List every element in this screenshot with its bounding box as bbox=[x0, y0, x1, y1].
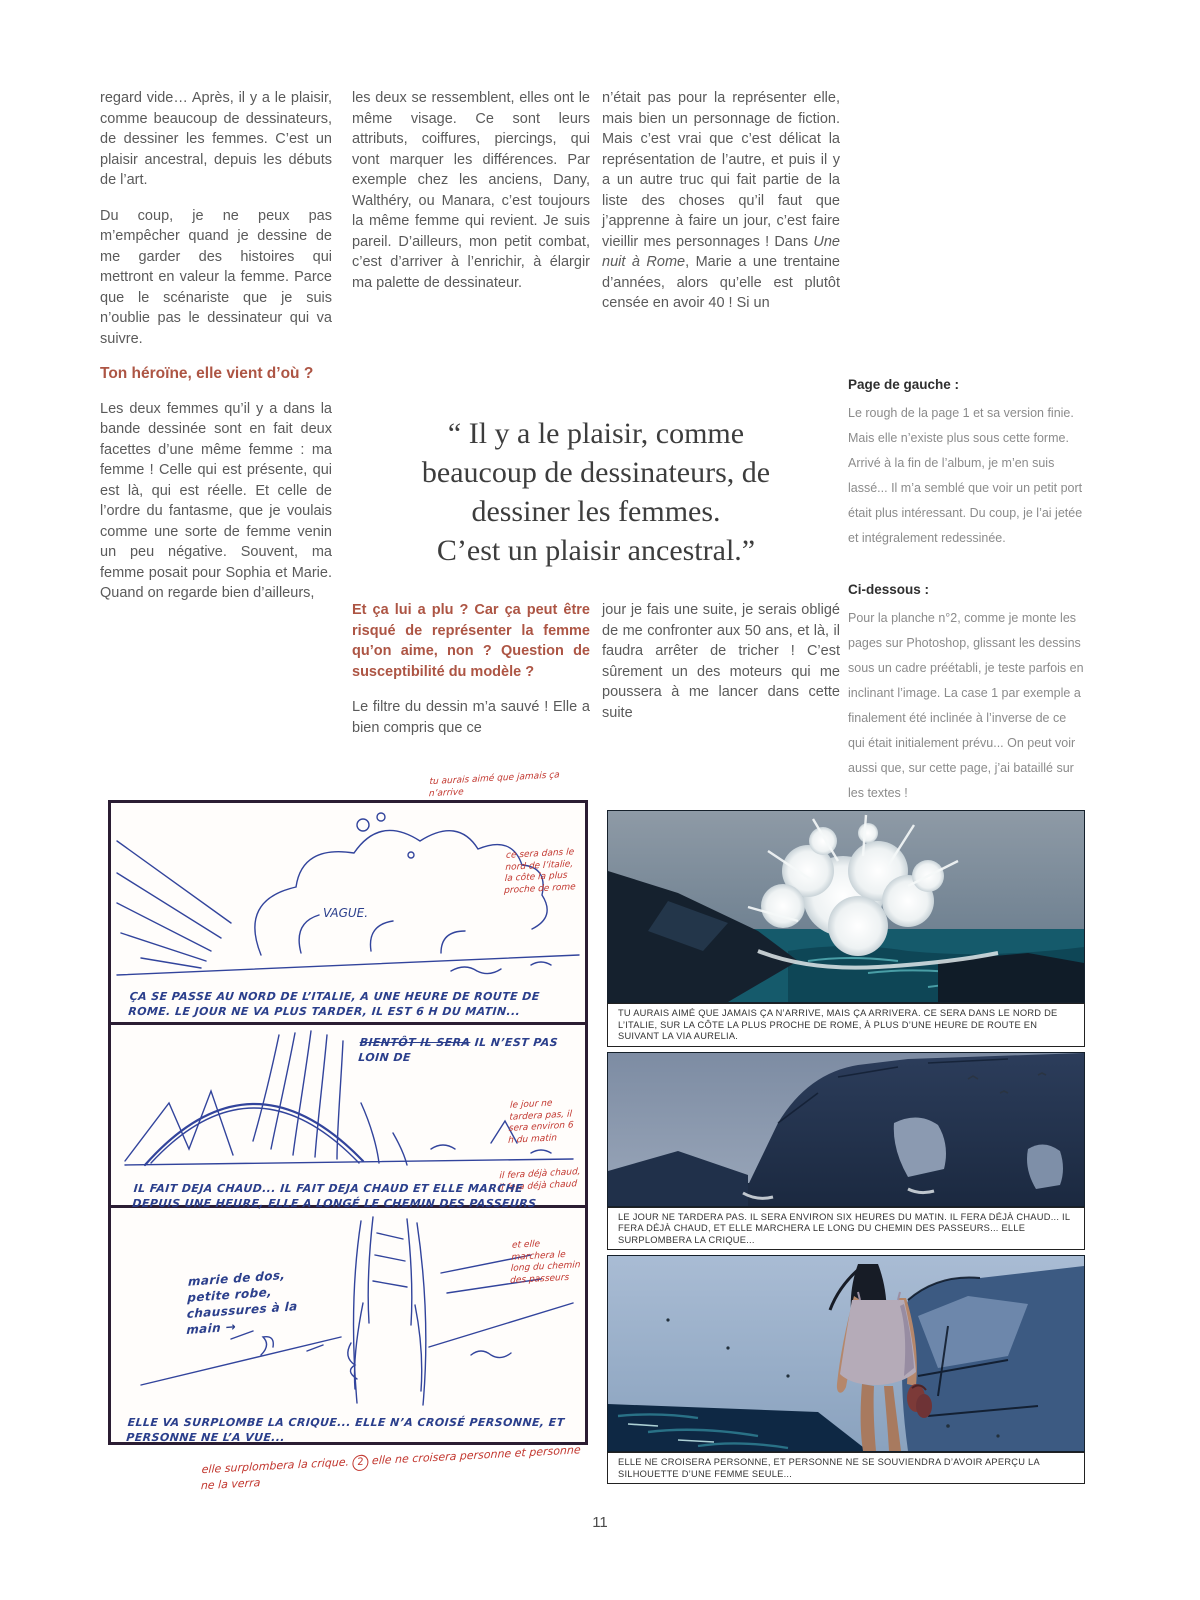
red-annotation-panel1: ce sera dans le nord de l’italie, la côte la plus proche de rome bbox=[503, 847, 576, 896]
article-column-3-upper bbox=[602, 88, 840, 329]
rough-sketch-page bbox=[108, 770, 588, 1493]
article-column-3-lower bbox=[602, 600, 840, 738]
paragraph: regard vide… Après, il y a le plaisir, comme beaucoup de dessinateurs, de dessiner les femmes. C’est un plaisir ancestral, depuis les débuts de l’art. bbox=[100, 90, 332, 188]
article-column-2-lower bbox=[352, 600, 590, 753]
paragraph: Du coup, je ne peux pas m’empêcher quand je dessine de me garder des histoires qui mettront en valeur la femme. Parce que le scénariste que je suis n’oublie pas le dessinateur qui va suivre. bbox=[100, 207, 332, 347]
cliff-panel-art bbox=[608, 1053, 1084, 1206]
article-column-1 bbox=[100, 88, 332, 619]
note-text: marie de dos, petite robe, chaussures à la main bbox=[186, 1267, 298, 1338]
comic-caption-1: TU AURAIS AIMÉ QUE JAMAIS ÇA N’ARRIVE, MAIS ÇA ARRIVERA. CE SERA DANS LE NORD DE L’ITALIE, SUR LA CÔTE LA PLUS PROCHE DE ROME, À PLUS D’UNE HEURE DE ROUTE EN SUIVANT LA VIA AURELIA. bbox=[607, 1003, 1085, 1047]
paragraph: jour je fais une suite, je serais obligé de me confronter aux 50 ans, et là, il faudra arrêter de tricher ! C’est sûrement un des moteurs qui me poussera à me lancer dans cette suite bbox=[602, 602, 840, 721]
paragraph-text: , Marie a une trentaine d’années, alors qu’elle est plutôt censée en avoir 40 ! Si un bbox=[602, 254, 840, 311]
comic-panel-marie bbox=[607, 1255, 1085, 1452]
interview-question-heading: Ton héroïne, elle vient d’où ? bbox=[100, 365, 314, 382]
comic-caption-2: LE JOUR NE TARDERA PAS. IL SERA ENVIRON SIX HEURES DU MATIN. IL FERA DÉJÀ CHAUD... IL FERA DÉJÀ CHAUD, ET ELLE MARCHERA LE LONG DU CHEMIN DES PASSEURS... ELLE SURPLOMBERA LA CRIQUE... bbox=[607, 1207, 1085, 1251]
red-annotation-top: tu aurais aimé que jamais ça n’arrive bbox=[428, 770, 560, 799]
red-text: elle ne croisera personne et personne ne la verra bbox=[200, 1443, 582, 1493]
article-column-2-upper bbox=[352, 88, 590, 308]
pull-quote-line: beaucoup de dessinateurs, de bbox=[421, 456, 771, 489]
red-annotation-panel2: le jour ne tardera pas, il sera environ 6 h du matin bbox=[507, 1098, 574, 1146]
book-title: Une nuit à Rome bbox=[602, 233, 840, 270]
red-annotation-bottom bbox=[200, 1443, 591, 1494]
paragraph bbox=[602, 88, 840, 314]
sidebar-title-below: Ci-dessous : bbox=[848, 582, 930, 597]
comic-caption-3: ELLE NE CROISERA PERSONNE, ET PERSONNE NE SE SOUVIENDRA D’AVOIR APERÇU LA SILHOUETTE D’UNE FEMME SEULE... bbox=[607, 1452, 1085, 1484]
struck-text: BIENTÔT IL SERA bbox=[359, 1036, 471, 1049]
arrow-icon: → bbox=[225, 1319, 237, 1335]
sketch-label-vague: VAGUE. bbox=[323, 906, 369, 920]
finished-comic-page bbox=[607, 810, 1085, 1484]
wave-panel-art bbox=[608, 811, 1084, 1002]
sketch-note-marie bbox=[186, 1264, 328, 1338]
comic-panel-cliff bbox=[607, 1052, 1085, 1207]
paragraph: les deux se ressemblent, elles ont le même visage. Ce sont leurs attributs, coiffures, piercings, qui vont marquer les différences. Par exemple chez les anciens, Dany, Walthéry, ou Manara, c’est toujours la même femme qui revient. Je suis pareil. D’ailleurs, mon petit combat, c’est d’arriver à l’enrichir, à élargir ma palette de dessinateur. bbox=[352, 90, 590, 291]
pull-quote bbox=[352, 414, 840, 570]
red-annotation-panel3: et elle marchera le long du chemin des passeurs bbox=[509, 1239, 581, 1286]
comic-panel-wave bbox=[607, 810, 1085, 1003]
marie-panel-art bbox=[608, 1256, 1084, 1451]
sidebar-body: Pour la planche n°2, comme je monte les pages sur Photoshop, glissant les dessins sous un cadre préétabli, je teste parfois en inclinant l’image. La case 1 par exemple a finalement été inclinée à l’inverse de ce qui était initialement prévu... On peut voir aussi que, sur cette page, j’ai bataillé sur les textes ! bbox=[848, 611, 1084, 800]
paragraph-text: n’était pas pour la représenter elle, mais bien un personnage de fiction. Mais c’est vrai que c’est délicat la représentation de l’autre, et puis il y a un autre truc qui fait partie de la liste des choses qu’il faut que j’apprenne à faire un jour, c’est faire vieillir mes personnages ! Dans bbox=[602, 90, 840, 250]
sidebar-body: Le rough de la page 1 et sa version finie. Mais elle n’existe plus sous cette forme. Arrivé à la fin de l’album, je m’en suis lassé... Il m’a semblé que voir un petit port était plus intéressant. Du coup, je l’ai jetée et intégralement redessinée. bbox=[848, 406, 1083, 545]
sketch-note-2 bbox=[358, 1035, 571, 1065]
pull-quote-line: C’est un plaisir ancestral.” bbox=[436, 534, 756, 567]
paragraph: Le filtre du dessin m’a sauvé ! Elle a bien compris que ce bbox=[352, 699, 590, 736]
sketch-caption-2: IL FAIT DEJA CHAUD... IL FAIT DEJA CHAUD ET ELLE MARCHE DEPUIS UNE HEURE, ELLE A LONGÉ LE CHEMIN DES PASSEURS bbox=[131, 1182, 537, 1210]
interview-question: Et ça lui a plu ? Car ça peut être risqué de représenter la femme qu’on aime, non ? Question de susceptibilité du modèle ? bbox=[352, 602, 590, 680]
pull-quote-line: “ Il y a le plaisir, comme bbox=[447, 417, 745, 450]
pull-quote-line: dessiner les femmes. bbox=[471, 495, 721, 528]
note-text: IL N’EST PAS LOIN DE bbox=[357, 1036, 559, 1064]
sidebar-title-left-page: Page de gauche : bbox=[848, 377, 960, 392]
caption-sidebar bbox=[848, 372, 1086, 832]
red-annotation-caption2: il fera déjà chaud, il fera déjà chaud bbox=[498, 1167, 581, 1193]
panel-divider bbox=[108, 1022, 588, 1025]
sketch-caption-3: ELLE VA SURPLOMBE LA CRIQUE... ELLE N’A CROISÉ PERSONNE, ET PERSONNE NE L’A VUE... bbox=[125, 1416, 566, 1444]
paragraph: Les deux femmes qu’il y a dans la bande dessinée sont en fait deux facettes d’une même femme : ma femme ! Celle qui est présente, qui est là, qui est réelle. Et celle de l’ordre du fantasme, que je voulais comme une sorte de femme venin un peu négative. Souvent, ma femme posait pour Sophia et Marie. Quand on regarde bien d’ailleurs, bbox=[100, 400, 332, 601]
circled-number: 2 bbox=[352, 1454, 369, 1471]
red-text: elle surplombera la crique. bbox=[201, 1455, 350, 1477]
sketch-caption-1: ÇA SE PASSE AU NORD DE L’ITALIE, A UNE HEURE DE ROUTE DE ROME. LE JOUR NE VA PLUS TARDER, IL EST 6 H DU MATIN... bbox=[127, 990, 541, 1018]
page-number: 11 bbox=[592, 1514, 608, 1531]
